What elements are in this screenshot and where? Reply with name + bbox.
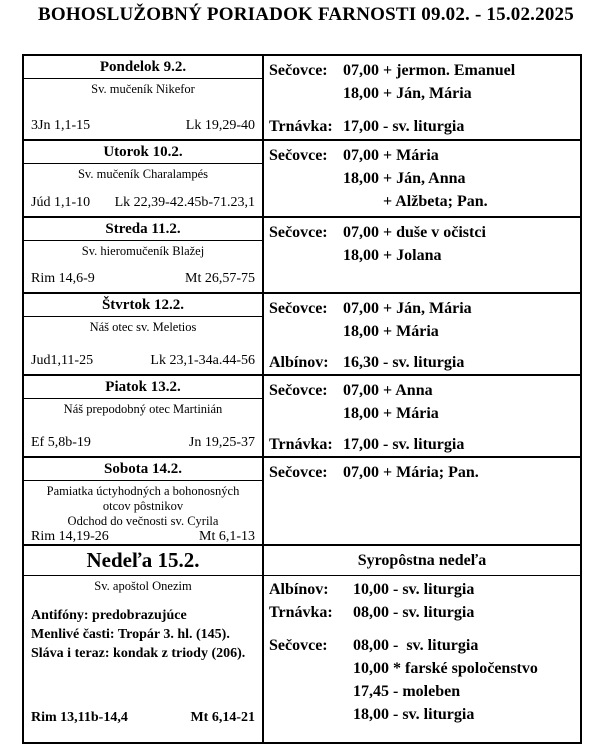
reading-right: Lk 19,29-40 [185,118,255,133]
service-line [269,115,578,138]
scripture-readings [24,195,262,216]
service-line [269,634,578,657]
scripture-readings [24,435,262,456]
services-list [264,576,580,726]
feast-name: Odchod do večnosti sv. Cyrila [67,514,219,528]
place-name [269,703,353,726]
service-text: 18,00 + Mária [343,323,439,340]
day-info-cell [24,458,264,544]
liturgical-notes [24,606,262,663]
sunday-title: Syropôstna nedeľa [264,546,580,576]
service-text: 08,00 - sv. liturgia [353,604,475,621]
schedule-table [22,54,582,744]
day-info-cell [24,376,264,456]
reading-right: Lk 22,39-42.45b-71.23,1 [114,195,255,210]
service-line [269,433,578,456]
service-text: 18,00 - sv. liturgia [353,706,475,723]
place-name: Sečovce: [269,382,328,399]
service-text: 10,00 * farské spoločenstvo [353,660,538,677]
services-cell [264,376,580,456]
day-info-cell [24,141,264,216]
reading-left: Rim 14,19-26 [31,529,109,544]
reading-left: Rim 13,11b-14,4 [31,710,128,725]
day-row-piatok [24,376,580,458]
reading-right: Mt 6,1-13 [199,529,255,544]
feast-name: Sv. mučeník Charalampés [77,167,209,181]
place-name [269,190,343,213]
feast-name: Pamiatka úctyhodných a bohonosných [46,484,240,498]
place-name: Sečovce: [269,224,328,241]
place-name [269,82,343,105]
service-text: 07,00 + duše v očistci [343,224,486,241]
service-text: 18,00 + Jolana [343,247,442,264]
scripture-readings [24,353,262,374]
place-name [269,657,353,680]
day-row-pondelok [24,56,580,141]
services-cell [264,56,580,139]
service-text: 08,00 - sv. liturgia [353,637,479,654]
day-row-stvrtok [24,294,580,376]
day-info-cell [24,56,264,139]
place-name: Albínov: [269,581,329,598]
bulletin-page [0,4,612,725]
service-text: 07,00 + jermon. Emanuel [343,62,516,79]
service-text: 17,45 - moleben [353,683,461,700]
place-name [269,244,343,267]
service-line [269,59,578,82]
service-line [269,657,578,680]
reading-left: Ef 5,8b-19 [31,435,91,450]
services-cell [264,546,580,742]
service-line [269,221,578,244]
place-name: Trnávka: [269,604,333,621]
place-name: Sečovce: [269,464,328,481]
day-info-cell [24,546,264,742]
day-info-cell [24,218,264,292]
place-name: Sečovce: [269,300,328,317]
day-header: Nedeľa 15.2. [24,546,262,576]
feast-name: Sv. apoštol Onezim [94,579,192,593]
day-row-sobota [24,458,580,546]
service-text: 17,00 - sv. liturgia [343,436,465,453]
note-line: Antifóny: predobrazujúce [31,608,187,623]
day-header: Pondelok 9.2. [24,56,262,79]
service-line [269,320,578,343]
page-title: BOHOSLUŽOBNÝ PORIADOK FARNOSTI 09.02. - 15.02.2025 [38,4,574,25]
place-name: Sečovce: [269,637,328,654]
place-name [269,402,343,425]
service-line [269,244,578,267]
place-name: Trnávka: [269,118,333,135]
reading-left: 3Jn 1,1-15 [31,118,91,133]
reading-right: Lk 23,1-34a.44-56 [150,353,255,368]
service-line [269,190,578,213]
feast-name: Náš prepodobný otec Martinián [63,402,223,416]
reading-left: Rim 14,6-9 [31,271,95,286]
feast-name: Náš otec sv. Meletios [89,320,197,334]
day-row-nedela [24,546,580,742]
service-text: 18,00 + Ján, Mária [343,85,472,102]
day-header: Sobota 14.2. [24,458,262,481]
service-text: 07,00 + Mária [343,147,439,164]
service-line [269,461,578,484]
services-cell [264,294,580,374]
place-name: Sečovce: [269,147,328,164]
service-text: 18,00 + Mária [343,405,439,422]
reading-left: Júd 1,1-10 [31,195,91,210]
service-text: 16,30 - sv. liturgia [343,354,465,371]
service-line [269,351,578,374]
service-line [269,680,578,703]
place-name: Trnávka: [269,436,333,453]
service-text: 17,00 - sv. liturgia [343,118,465,135]
day-info-cell [24,294,264,374]
service-line [269,402,578,425]
service-line [269,167,578,190]
place-name [269,167,343,190]
reading-right: Mt 6,14-21 [190,710,255,725]
scripture-readings [24,271,262,292]
reading-right: Mt 26,57-75 [185,271,255,286]
day-row-streda [24,218,580,294]
services-cell [264,141,580,216]
feast-name: Sv. hieromučeník Blažej [81,244,205,258]
service-text: 07,00 + Anna [343,382,433,399]
service-line [269,578,578,601]
feast-name: Sv. mučeník Nikefor [91,82,195,96]
day-row-utorok [24,141,580,218]
day-header: Streda 11.2. [24,218,262,241]
services-cell [264,218,580,292]
service-line [269,82,578,105]
service-text: 18,00 + Ján, Anna [343,170,466,187]
service-line [269,297,578,320]
day-header: Štvrtok 12.2. [24,294,262,317]
feast-name: otcov pôstnikov [102,499,184,513]
services-cell [264,458,580,544]
service-text: 07,00 + Ján, Mária [343,300,472,317]
day-header: Utorok 10.2. [24,141,262,164]
service-line [269,379,578,402]
service-text: 10,00 - sv. liturgia [353,581,475,598]
service-line [269,703,578,726]
day-header: Piatok 13.2. [24,376,262,399]
service-text: + Alžbeta; Pan. [383,193,488,210]
service-line [269,144,578,167]
reading-right: Jn 19,25-37 [188,435,255,450]
scripture-readings [24,118,262,139]
note-line: Sláva i teraz: kondak z triody (206). [31,646,246,661]
service-text: 07,00 + Mária; Pan. [343,464,479,481]
service-line [269,601,578,624]
place-name: Sečovce: [269,62,328,79]
note-line: Menlivé časti: Tropár 3. hl. (145). [31,627,230,642]
place-name [269,320,343,343]
reading-left: Jud1,11-25 [31,353,94,368]
place-name: Albínov: [269,354,329,371]
scripture-readings [24,710,262,742]
place-name [269,680,353,703]
